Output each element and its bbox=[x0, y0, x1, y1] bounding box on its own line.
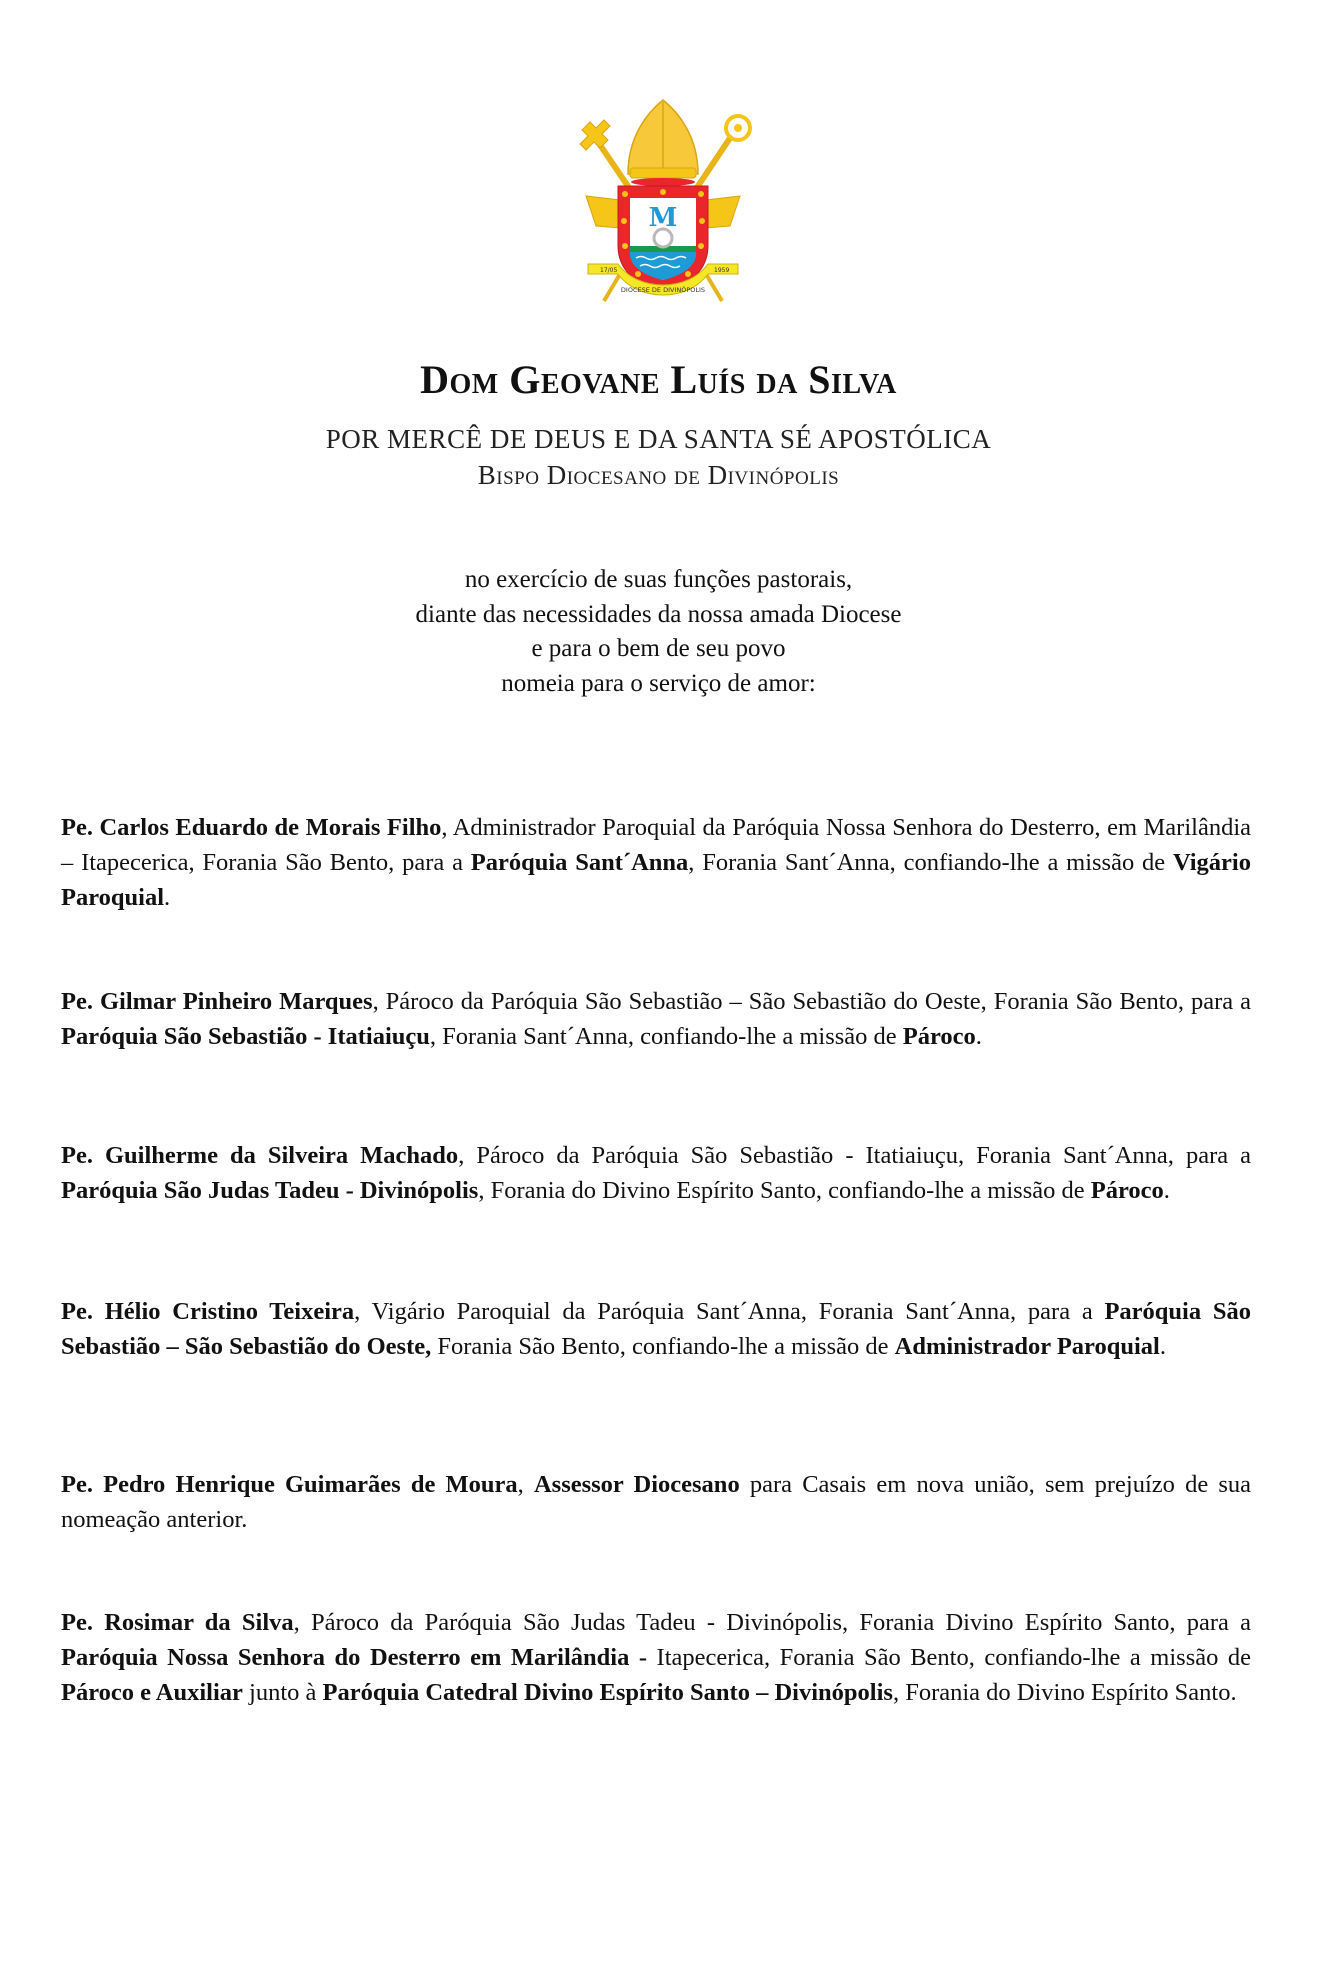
emphasized-text: Pe. Pedro Henrique Guimarães de Moura bbox=[61, 1471, 518, 1498]
body-text: , Pároco da Paróquia São Sebastião - Itatiaiuçu, Forania Sant´Anna, para a bbox=[458, 1142, 1252, 1169]
appointment-paragraph bbox=[61, 1294, 1251, 1364]
body-text: , Forania do Divino Espírito Santo, confiando-lhe a missão de bbox=[478, 1177, 1091, 1204]
emphasized-text: Pe. Gilmar Pinheiro Marques bbox=[61, 988, 373, 1015]
emphasized-text: Paróquia São Sebastião - Itatiaiuçu bbox=[61, 1023, 430, 1050]
intro-line: nomeia para o serviço de amor: bbox=[501, 669, 816, 697]
intro-line: no exercício de suas funções pastorais, bbox=[464, 566, 853, 593]
intro-line: e para o bem de seu povo bbox=[531, 635, 786, 662]
intro-text bbox=[0, 563, 1317, 701]
body-text: , Forania do Divino Espírito Santo. bbox=[892, 1679, 1237, 1706]
appointment-paragraph bbox=[61, 1138, 1251, 1208]
appointment-paragraph bbox=[61, 1467, 1251, 1537]
emphasized-text: Paróquia Sant´Anna bbox=[470, 849, 689, 876]
emphasized-text: Pe. Guilherme da Silveira Machado bbox=[61, 1142, 459, 1169]
body-text: junto à bbox=[242, 1679, 323, 1706]
body-text: , Pároco da Paróquia São Sebastião – São Sebastião do Oeste, Forania São Bento, para a bbox=[372, 988, 1251, 1015]
body-text: Itapecerica, Forania São Bento, confiando-lhe a missão de bbox=[647, 1644, 1251, 1671]
diocese-name-banner: DIOCESE DE DIVINÓPOLIS bbox=[620, 286, 706, 294]
body-text: Forania São Bento, confiando-lhe a missão de bbox=[431, 1333, 895, 1360]
body-text: , Pároco da Paróquia São Judas Tadeu - Divinópolis, Forania Divino Espírito Santo, para a bbox=[293, 1609, 1251, 1636]
intro-line: diante das necessidades da nossa amada Diocese bbox=[415, 600, 902, 628]
emphasized-text: Administrador Paroquial bbox=[894, 1333, 1160, 1360]
body-text: . bbox=[164, 884, 171, 911]
emphasized-text: Pároco e Auxiliar bbox=[61, 1679, 243, 1706]
body-text: , Forania Sant´Anna, confiando-lhe a missão de bbox=[429, 1023, 903, 1050]
body-text: , bbox=[517, 1471, 534, 1498]
emphasized-text: Pároco bbox=[1090, 1177, 1164, 1204]
emphasized-text: Pe. Carlos Eduardo de Morais Filho bbox=[61, 814, 442, 841]
body-text: . bbox=[1159, 1333, 1166, 1360]
founding-year: 1959 bbox=[714, 267, 730, 274]
emphasized-text: Paróquia São Judas Tadeu - Divinópolis bbox=[61, 1177, 479, 1204]
body-text: . bbox=[975, 1023, 982, 1050]
founding-date: 17/05 bbox=[600, 267, 618, 274]
appointment-paragraph bbox=[61, 1605, 1251, 1710]
page-title: Dom Geovane Luís da Silva bbox=[420, 357, 897, 402]
marian-monogram: M bbox=[648, 203, 678, 233]
body-text: para Casais em nova união, sem prejuízo de sua nomeação anterior. bbox=[61, 1471, 1252, 1533]
body-text: , Forania Sant´Anna, confiando-lhe a missão de bbox=[688, 849, 1173, 876]
appointment-paragraph bbox=[61, 810, 1251, 915]
emphasized-text: Paróquia Nossa Senhora do Desterro em Marilândia - bbox=[61, 1644, 648, 1671]
emphasized-text: Paróquia São Sebastião – São Sebastião do Oeste, bbox=[61, 1298, 1251, 1360]
emphasized-text: Pe. Rosimar da Silva bbox=[61, 1609, 294, 1636]
body-text: , Vigário Paroquial da Paróquia Sant´Anna, Forania Sant´Anna, para a bbox=[354, 1298, 1105, 1325]
emphasized-text: Pe. Hélio Cristino Teixeira bbox=[61, 1298, 355, 1325]
body-text: . bbox=[1163, 1177, 1170, 1204]
emphasized-text: Vigário Paroquial bbox=[61, 849, 1251, 911]
body-text: , Administrador Paroquial da Paróquia Nossa Senhora do Desterro, em Marilândia – Itapecerica, Forania São Bento, para a bbox=[61, 814, 1252, 876]
emphasized-text: Pároco bbox=[902, 1023, 976, 1050]
mitre-icon bbox=[628, 100, 698, 186]
bishop-subtitle-line2: Bispo Diocesano de Divinópolis bbox=[477, 460, 840, 490]
emphasized-text: Assessor Diocesano bbox=[533, 1471, 740, 1498]
appointment-paragraph bbox=[61, 984, 1251, 1054]
bishop-subtitle-line1: POR MERCÊ DE DEUS E DA SANTA SÉ APOSTÓLICA bbox=[325, 424, 992, 454]
emphasized-text: Paróquia Catedral Divino Espírito Santo – Divinópolis bbox=[322, 1679, 893, 1706]
diocese-coat-of-arms-logo bbox=[568, 96, 758, 306]
